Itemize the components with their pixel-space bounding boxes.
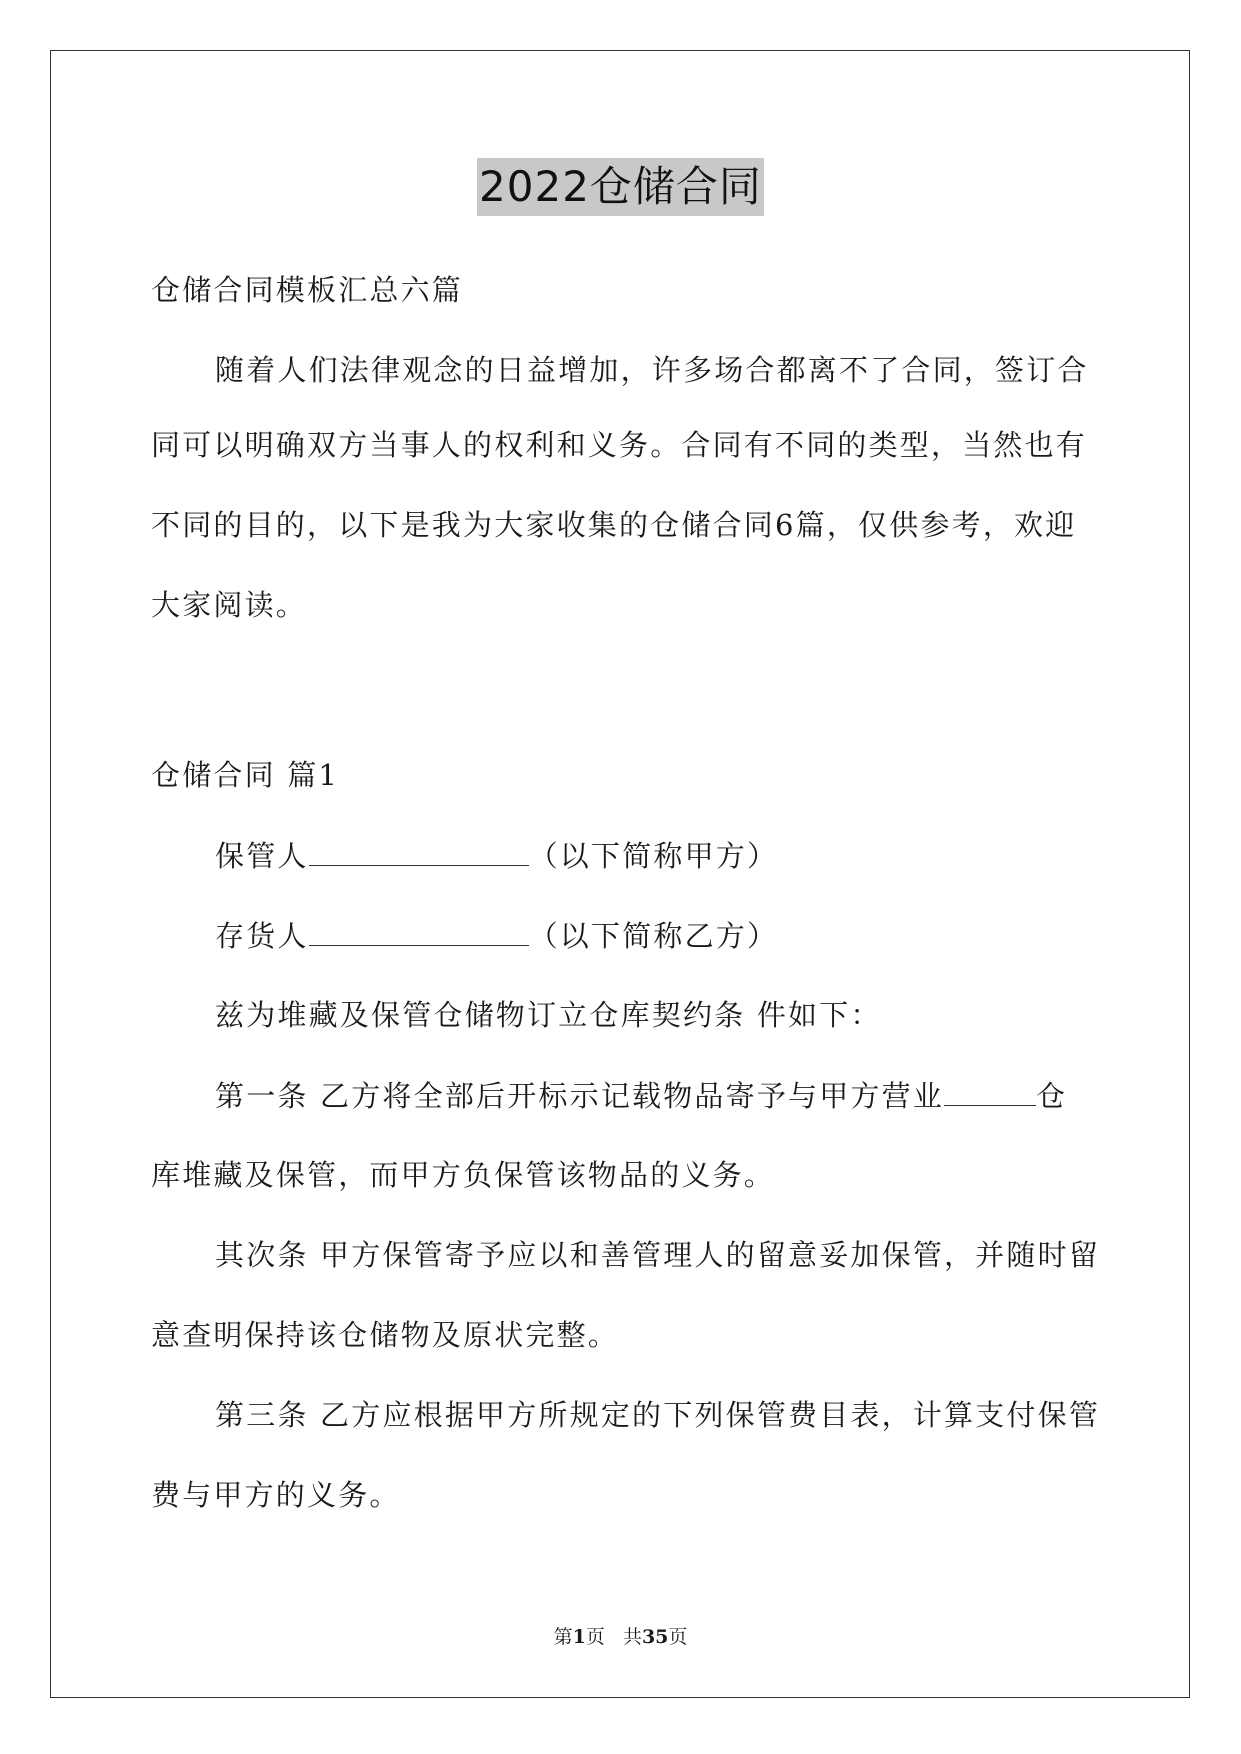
footer-page-prefix: 第 bbox=[553, 1626, 573, 1648]
keeper-blank bbox=[309, 835, 529, 866]
article-1-text: 第一条 乙方将全部后开标示记载物品寄予与甲方营业 bbox=[215, 1079, 945, 1113]
preamble: 兹为堆藏及保管仓储物订立仓库契约条 件如下： bbox=[215, 998, 882, 1032]
article-2-line-2: 意查明保持该仓储物及原状完整。 bbox=[151, 1318, 620, 1352]
intro-line-1: 随着人们法律观念的日益增加，许多场合都离不了合同，签订合 bbox=[215, 353, 1089, 387]
footer-page-mid: 页 共 bbox=[585, 1626, 642, 1648]
article-1-line-1 bbox=[215, 1075, 1155, 1116]
depositor-suffix: （以下简称乙方） bbox=[528, 919, 779, 953]
intro-line-4: 大家阅读。 bbox=[151, 588, 308, 622]
document-subtitle: 仓储合同模板汇总六篇 bbox=[151, 273, 464, 307]
article-2-line-1: 其次条 甲方保管寄予应以和善管理人的留意妥加保管，并随时留 bbox=[215, 1238, 1101, 1272]
intro-line-2: 同可以明确双方当事人的权利和义务。合同有不同的类型，当然也有 bbox=[151, 428, 1088, 462]
document-title: 2022仓储合同 bbox=[477, 158, 764, 216]
depositor-line bbox=[215, 915, 1155, 956]
keeper-suffix: （以下简称甲方） bbox=[528, 839, 779, 873]
article-3-line-2: 费与甲方的义务。 bbox=[151, 1478, 401, 1512]
article-3-line-1: 第三条 乙方应根据甲方所规定的下列保管费目表，计算支付保管 bbox=[215, 1398, 1101, 1432]
section-heading: 仓储合同 篇1 bbox=[151, 758, 340, 792]
depositor-blank bbox=[309, 915, 529, 946]
footer-total-pages: 35 bbox=[641, 1626, 669, 1648]
article-1-blank bbox=[944, 1075, 1036, 1106]
footer-page-suffix: 页 bbox=[668, 1626, 688, 1648]
depositor-label: 存货人 bbox=[215, 919, 309, 953]
keeper-label: 保管人 bbox=[215, 839, 309, 873]
article-1-end: 仓 bbox=[1036, 1079, 1068, 1113]
keeper-line bbox=[215, 835, 1155, 876]
intro-line-3: 不同的目的，以下是我为大家收集的仓储合同6篇，仅供参考，欢迎 bbox=[151, 508, 1077, 542]
title-container bbox=[0, 158, 1241, 216]
article-1-line-2: 库堆藏及保管，而甲方负保管该物品的义务。 bbox=[151, 1158, 776, 1192]
page-footer bbox=[0, 1622, 1241, 1649]
footer-page-number: 1 bbox=[572, 1626, 586, 1648]
